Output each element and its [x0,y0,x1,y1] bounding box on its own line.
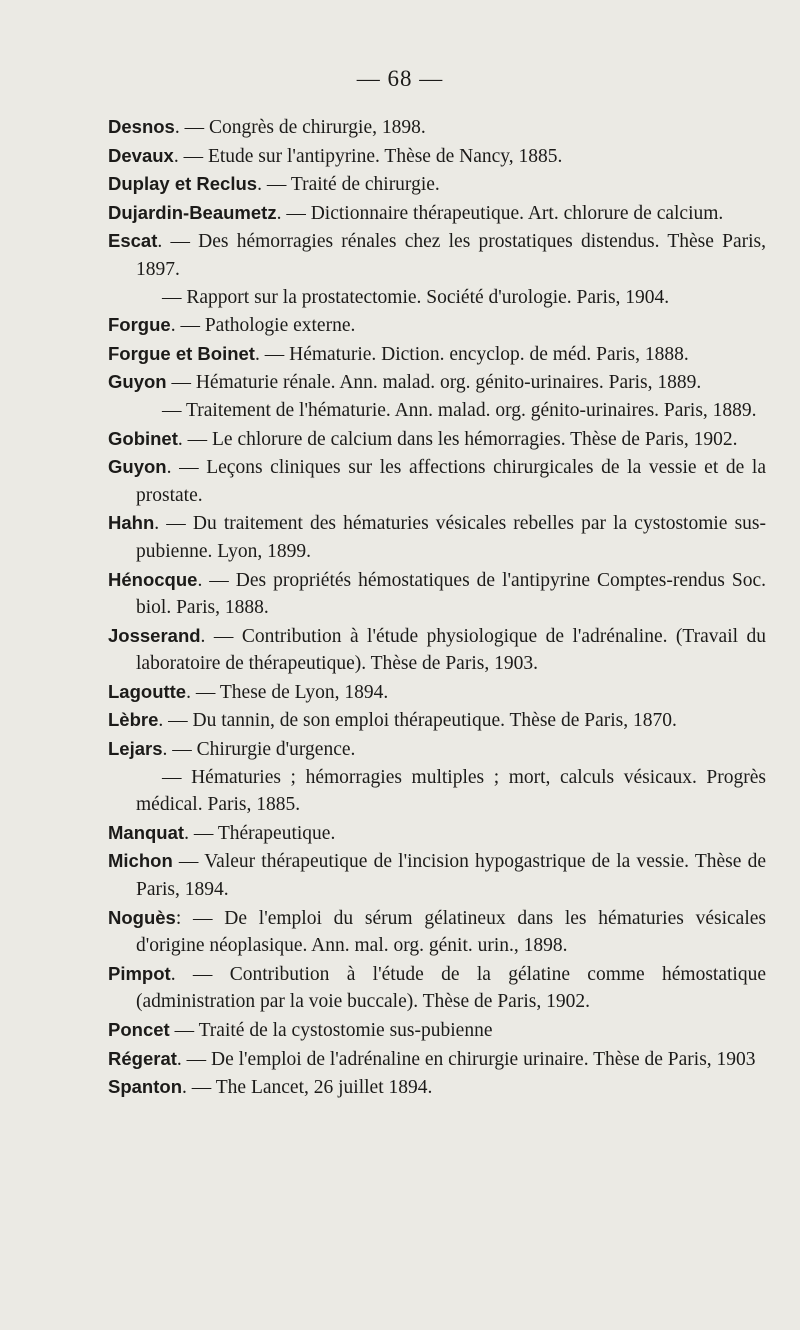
bibliography-entry [108,678,766,707]
bibliography-entry [108,397,766,425]
entry-text: . — Traité de chirurgie. [257,174,440,196]
entry-text: . — Des propriétés hémostatiques de l'antipyrine Comptes-rendus Soc. biol. Paris, 1888. [136,569,766,619]
entry-text: — Hématurie rénale. Ann. malad. org. génito-urinaires. Paris, 1889. [166,372,702,394]
entry-text: . — Contribution à l'étude physiologique de l'adrénaline. (Travail du laboratoire de thérapeutique). Thèse de Paris, 1903. [136,625,766,675]
entry-author: Gobinet [108,427,178,449]
entry-author: Lejars [108,738,163,760]
entry-text: . — De l'emploi de l'adrénaline en chirurgie urinaire. Thèse de Paris, 1903 [176,1048,756,1070]
bibliography-entry [108,311,766,340]
entry-text: . — Des hémorragies rénales chez les prostatiques distendus. Thèse Paris, 1897. [136,231,766,280]
bibliography-entry [108,622,766,678]
entry-text: — Valeur thérapeutique de l'incision hypogastrique de la vessie. Thèse de Paris, 1894. [136,851,766,901]
bibliography-entry [108,142,766,171]
entry-text: . — Du tannin, de son emploi thérapeutique. Thèse de Paris, 1870. [158,710,677,732]
bibliography-entry [108,735,766,764]
entry-text: . — Leçons cliniques sur les affections chirurgicales de la vessie et de la prostate. [136,457,766,506]
entry-text: . — Du traitement des hématuries vésicales rebelles par la cystostomie sus-pubienne. Lyon, 1899. [136,513,766,562]
entry-text: — Traité de la cystostomie sus-pubienne [169,1020,493,1041]
entry-text: . — Contribution à l'étude de la gélatine comme hémostatique (administration par la voie buccale). Thèse de Paris, 1902. [136,963,766,1013]
bibliography-entry [108,566,766,622]
bibliography-entry [108,284,766,312]
entry-author: Devaux [108,144,174,166]
entry-text: . — Hématurie. Diction. encyclop. de méd. Paris, 1888. [254,343,689,365]
entry-author: Noguès [108,906,176,928]
entry-text: . — Chirurgie d'urgence. [162,739,356,761]
entry-text: . — Pathologie externe. [170,315,356,337]
entry-author: Forgue [108,314,171,336]
entry-author: Pimpot [108,962,171,984]
page-number: — 68 — [356,66,444,91]
bibliography-entry [108,819,766,848]
entry-author: Spanton [108,1076,182,1098]
entry-author: Lagoutte [108,680,187,702]
entry-author: Dujardin-Beaumetz [108,201,277,223]
entry-author: Hénocque [108,568,198,590]
entry-author: Josserand [108,624,201,646]
entry-text: . — Congrès de chirurgie, 1898. [174,117,426,138]
entry-author: Michon [108,850,173,872]
bibliography-entry [108,113,766,142]
bibliography-entry [108,170,766,199]
entry-text: : — De l'emploi du sérum gélatineux dans les hématuries vésicales d'origine néoplasique. Ann. mal. org. génit. urin., 1898. [136,907,766,957]
entry-text: . — Dictionnaire thérapeutique. Art. chlorure de calcium. [276,202,724,224]
entry-text: . — Etude sur l'antipyrine. Thèse de Nancy, 1885. [173,145,563,167]
bibliography-entry [108,227,766,283]
entry-author: Lèbre [108,709,159,731]
entry-author: Desnos [108,116,175,137]
entry-author: Forgue et Boinet [108,342,255,364]
entry-text: . — Le chlorure de calcium dans les hémorragies. Thèse de Paris, 1902. [177,428,738,450]
entry-author: Régerat [108,1047,177,1069]
bibliography-entry [108,1045,766,1074]
entry-author: Poncet [108,1019,170,1040]
bibliography-entry [108,509,766,565]
bibliography-entry [108,1073,766,1102]
bibliography-entry [108,425,766,454]
bibliography-entry [108,340,766,369]
entry-text: — Hématuries ; hémorragies multiples ; mort, calculs vésicaux. Progrès médical. Paris, 1885. [136,766,766,816]
entry-text: . — Thérapeutique. [184,822,336,844]
entry-author: Guyon [108,371,167,393]
entry-text: — Rapport sur la prostatectomie. Société d'urologie. Paris, 1904. [162,286,670,308]
entry-author: Escat [108,230,158,252]
bibliography-entry [108,764,766,819]
bibliography-entry [108,847,766,903]
bibliography-entry [108,706,766,735]
entry-text: — Traitement de l'hématurie. Ann. malad. org. génito-urinaires. Paris, 1889. [162,399,757,421]
bibliography-list [108,113,766,1102]
entry-author: Duplay et Reclus [108,173,258,195]
bibliography-entry [108,1016,766,1045]
entry-text: . — The Lancet, 26 juillet 1894. [182,1077,433,1099]
bibliography-entry [108,199,766,228]
bibliography-entry [108,368,766,397]
entry-author: Manquat [108,821,185,843]
entry-text: . — These de Lyon, 1894. [186,681,389,703]
bibliography-entry [108,904,766,960]
entry-author: Hahn [108,512,155,534]
bibliography-entry [108,453,766,509]
bibliography-entry [108,960,766,1016]
entry-author: Guyon [108,456,167,478]
